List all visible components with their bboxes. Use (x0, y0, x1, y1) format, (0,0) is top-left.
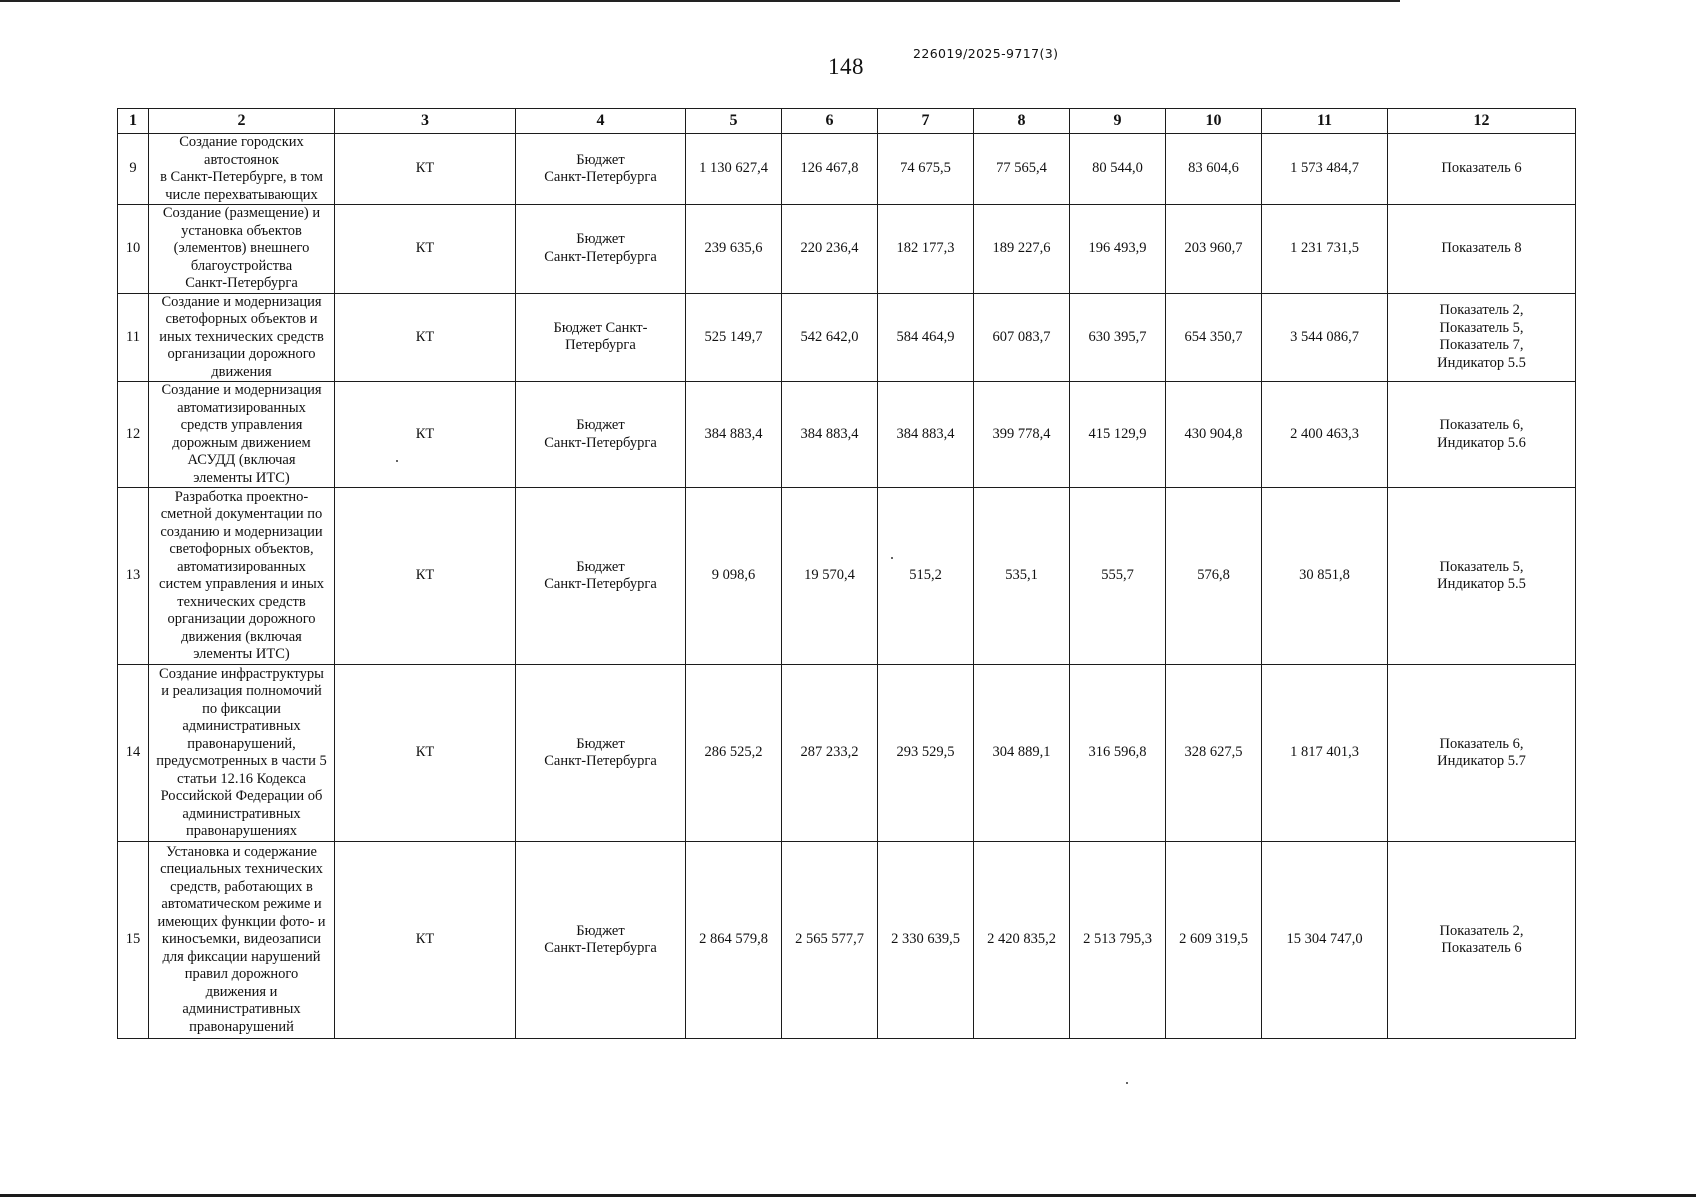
total-value: 1 573 484,7 (1262, 134, 1388, 205)
value-col-5: 525 149,7 (686, 293, 782, 382)
value-col-6: 287 233,2 (782, 665, 878, 842)
value-col-7: 2 330 639,5 (878, 842, 974, 1039)
document-id: 226019/2025-9717(3) (913, 46, 1059, 61)
value-col-9: 630 395,7 (1070, 293, 1166, 382)
value-col-9: 80 544,0 (1070, 134, 1166, 205)
table-header-row (118, 109, 1576, 134)
total-value: 1 817 401,3 (1262, 665, 1388, 842)
budget-table (117, 108, 1576, 1039)
table-row (118, 205, 1576, 294)
column-header: 4 (516, 109, 686, 134)
value-col-10: 654 350,7 (1166, 293, 1262, 382)
scan-bottom-edge (0, 1194, 1696, 1197)
total-value: 1 231 731,5 (1262, 205, 1388, 294)
indicators: Показатель 6 (1388, 134, 1576, 205)
column-header: 12 (1388, 109, 1576, 134)
value-col-9: 2 513 795,3 (1070, 842, 1166, 1039)
column-header: 7 (878, 109, 974, 134)
value-col-10: 576,8 (1166, 488, 1262, 665)
value-col-10: 83 604,6 (1166, 134, 1262, 205)
indicators: Показатель 6, Индикатор 5.7 (1388, 665, 1576, 842)
value-col-6: 126 467,8 (782, 134, 878, 205)
funding-source: Бюджет Санкт-Петербурга (516, 205, 686, 294)
value-col-5: 286 525,2 (686, 665, 782, 842)
activity-name: Создание (размещение) и установка объектов (элементов) внешнего благоустройства Санкт-Петербурга (149, 205, 335, 294)
value-col-5: 1 130 627,4 (686, 134, 782, 205)
column-header: 11 (1262, 109, 1388, 134)
table-row (118, 842, 1576, 1039)
value-col-7: 384 883,4 (878, 382, 974, 488)
total-value: 2 400 463,3 (1262, 382, 1388, 488)
value-col-6: 220 236,4 (782, 205, 878, 294)
value-col-6: 19 570,4 (782, 488, 878, 665)
table-row (118, 488, 1576, 665)
value-col-8: 304 889,1 (974, 665, 1070, 842)
value-col-7: 515,2 (878, 488, 974, 665)
value-col-5: 2 864 579,8 (686, 842, 782, 1039)
row-number: 10 (118, 205, 149, 294)
column-header: 10 (1166, 109, 1262, 134)
activity-type: КТ (335, 665, 516, 842)
value-col-7: 584 464,9 (878, 293, 974, 382)
value-col-8: 399 778,4 (974, 382, 1070, 488)
indicators: Показатель 5, Индикатор 5.5 (1388, 488, 1576, 665)
indicators: Показатель 8 (1388, 205, 1576, 294)
activity-name: Разработка проектно- сметной документации по созданию и модернизации светофорных объектов, автоматизированных систем управления и иных технических средств организации дорожного движения (включая элементы ИТС) (149, 488, 335, 665)
value-col-7: 182 177,3 (878, 205, 974, 294)
activity-type: КТ (335, 382, 516, 488)
funding-source: Бюджет Санкт-Петербурга (516, 382, 686, 488)
indicators: Показатель 2, Показатель 6 (1388, 842, 1576, 1039)
scan-top-edge (0, 0, 1400, 2)
value-col-10: 203 960,7 (1166, 205, 1262, 294)
row-number: 14 (118, 665, 149, 842)
total-value: 3 544 086,7 (1262, 293, 1388, 382)
row-number: 11 (118, 293, 149, 382)
funding-source: Бюджет Санкт-Петербурга (516, 842, 686, 1039)
activity-type: КТ (335, 488, 516, 665)
activity-type: КТ (335, 842, 516, 1039)
value-col-5: 239 635,6 (686, 205, 782, 294)
value-col-6: 384 883,4 (782, 382, 878, 488)
indicators: Показатель 6, Индикатор 5.6 (1388, 382, 1576, 488)
indicators: Показатель 2, Показатель 5, Показатель 7, Индикатор 5.5 (1388, 293, 1576, 382)
value-col-7: 74 675,5 (878, 134, 974, 205)
value-col-10: 2 609 319,5 (1166, 842, 1262, 1039)
funding-source: Бюджет Санкт-Петербурга (516, 134, 686, 205)
activity-type: КТ (335, 134, 516, 205)
value-col-9: 415 129,9 (1070, 382, 1166, 488)
value-col-5: 384 883,4 (686, 382, 782, 488)
value-col-6: 2 565 577,7 (782, 842, 878, 1039)
funding-source: Бюджет Санкт-Петербурга (516, 665, 686, 842)
value-col-9: 196 493,9 (1070, 205, 1166, 294)
page-number: 148 (828, 54, 864, 79)
scan-speck (396, 460, 398, 462)
row-number: 13 (118, 488, 149, 665)
value-col-9: 555,7 (1070, 488, 1166, 665)
value-col-8: 77 565,4 (974, 134, 1070, 205)
column-header: 2 (149, 109, 335, 134)
value-col-7: 293 529,5 (878, 665, 974, 842)
value-col-9: 316 596,8 (1070, 665, 1166, 842)
value-col-10: 328 627,5 (1166, 665, 1262, 842)
column-header: 6 (782, 109, 878, 134)
scan-speck (1126, 1082, 1128, 1084)
activity-name: Создание городских автостоянок в Санкт-Петербурге, в том числе перехватывающих (149, 134, 335, 205)
activity-type: КТ (335, 293, 516, 382)
value-col-8: 2 420 835,2 (974, 842, 1070, 1039)
value-col-10: 430 904,8 (1166, 382, 1262, 488)
funding-source: Бюджет Санкт-Петербурга (516, 488, 686, 665)
table-row (118, 134, 1576, 205)
activity-name: Создание и модернизация автоматизированных средств управления дорожным движением АСУДД (включая элементы ИТС) (149, 382, 335, 488)
column-header: 3 (335, 109, 516, 134)
scan-speck (891, 557, 893, 559)
activity-name: Создание и модернизация светофорных объектов и иных технических средств организации дорожного движения (149, 293, 335, 382)
total-value: 30 851,8 (1262, 488, 1388, 665)
table-row (118, 382, 1576, 488)
activity-name: Создание инфраструктуры и реализация полномочий по фиксации административных правонарушений, предусмотренных в части 5 статьи 12.16 Кодекса Российской Федерации об административных правонарушениях (149, 665, 335, 842)
row-number: 9 (118, 134, 149, 205)
column-header: 9 (1070, 109, 1166, 134)
funding-source: Бюджет Санкт- Петербурга (516, 293, 686, 382)
activity-type: КТ (335, 205, 516, 294)
value-col-8: 607 083,7 (974, 293, 1070, 382)
table-row (118, 293, 1576, 382)
value-col-8: 189 227,6 (974, 205, 1070, 294)
value-col-6: 542 642,0 (782, 293, 878, 382)
column-header: 1 (118, 109, 149, 134)
column-header: 8 (974, 109, 1070, 134)
activity-name: Установка и содержание специальных технических средств, работающих в автоматическом режиме и имеющих функции фото- и киносъемки, видеозаписи для фиксации нарушений правил дорожного движения и административных правонарушений (149, 842, 335, 1039)
table-row (118, 665, 1576, 842)
row-number: 12 (118, 382, 149, 488)
total-value: 15 304 747,0 (1262, 842, 1388, 1039)
row-number: 15 (118, 842, 149, 1039)
value-col-5: 9 098,6 (686, 488, 782, 665)
value-col-8: 535,1 (974, 488, 1070, 665)
column-header: 5 (686, 109, 782, 134)
